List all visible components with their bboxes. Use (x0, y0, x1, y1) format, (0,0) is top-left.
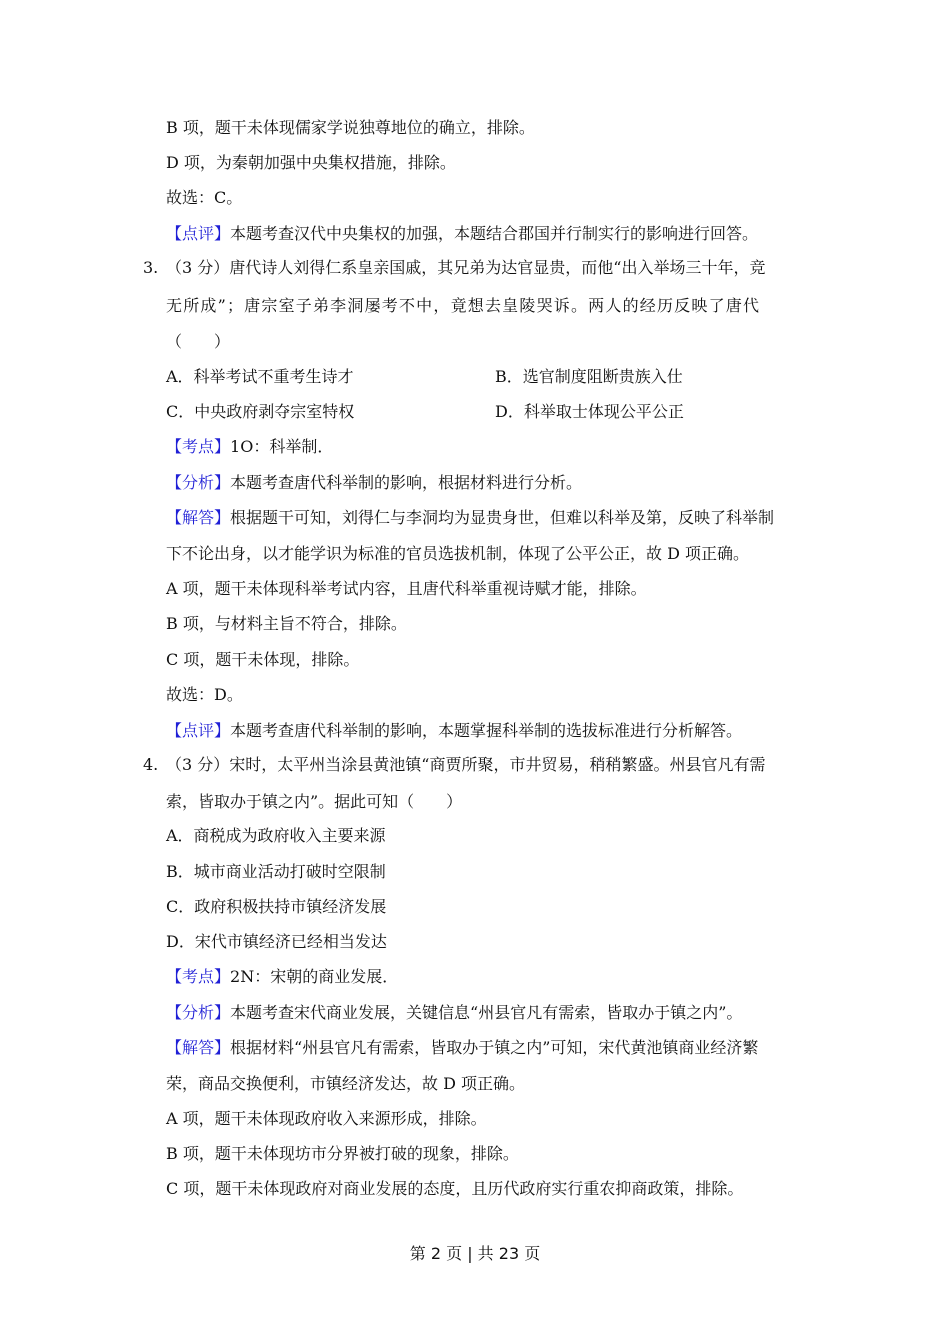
option-d: D．宋代市镇经济已经相当发达 (166, 932, 387, 951)
question-stem: 无所成”；唐宗室子弟李洞屡考不中，竟想去皇陵哭诉。两人的经历反映了唐代 (166, 296, 761, 315)
question-stem: （3 分）宋时，太平州当涂县黄池镇“商贾所聚，市井贸易，稍稍繁盛。州县官凡有需 (166, 755, 766, 774)
key-point-text: 2N：宋朝的商业发展． (230, 967, 399, 986)
analysis (166, 473, 582, 493)
question-number: 3. (143, 258, 159, 277)
analysis-tag: 【分析】 (166, 1003, 231, 1022)
key-point-tag: 【考点】 (166, 967, 231, 986)
option-c-explanation: C 项，题干未体现，排除。 (166, 650, 360, 669)
option-c: C．中央政府剥夺宗室特权 (166, 402, 355, 421)
solution-text: 根据题干可知，刘得仁与李洞均为显贵身世，但难以科举及第，反映了科举制 (230, 508, 775, 527)
option-a: A．商税成为政府收入主要来源 (166, 826, 386, 845)
option-b: B．城市商业活动打破时空限制 (166, 862, 386, 881)
option-c-explanation: C 项，题干未体现政府对商业发展的态度，且历代政府实行重农抑商政策，排除。 (166, 1179, 744, 1198)
solution-text: 下不论出身，以才能学识为标准的官员选拔机制，体现了公平公正，故 D 项正确。 (166, 544, 750, 563)
solution-text: 根据材料“州县官凡有需索，皆取办于镇之内”可知，宋代黄池镇商业经济繁 (230, 1038, 759, 1057)
question-stem: （3 分）唐代诗人刘得仁系皇亲国戚，其兄弟为达官显贵，而他“出入举场三十年，竞 (166, 258, 766, 277)
comment-tag: 【点评】 (166, 721, 231, 740)
question-stem: （ ） (166, 332, 231, 351)
option-d-explanation: D 项，为秦朝加强中央集权措施，排除。 (166, 153, 456, 172)
question-stem: 索，皆取办于镇之内”。据此可知（ ） (166, 792, 463, 811)
option-b-explanation: B 项，与材料主旨不符合，排除。 (166, 614, 407, 633)
key-point-tag: 【考点】 (166, 437, 231, 456)
question-number: 4. (143, 755, 159, 774)
option-b-explanation: B 项，题干未体现儒家学说独尊地位的确立，排除。 (166, 118, 535, 137)
comment (166, 224, 758, 244)
comment-tag: 【点评】 (166, 224, 231, 243)
solution-text: 荣，商品交换便利，市镇经济发达，故 D 项正确。 (166, 1074, 526, 1093)
analysis-tag: 【分析】 (166, 473, 231, 492)
comment-text: 本题考查唐代科举制的影响，本题掌握科举制的选拔标准进行分析解答。 (230, 721, 743, 740)
comment (166, 721, 742, 741)
analysis-text: 本题考查宋代商业发展，关键信息“州县官凡有需索，皆取办于镇之内”。 (230, 1003, 743, 1022)
solution-tag: 【解答】 (166, 508, 231, 527)
key-point-text: 1O：科举制． (230, 437, 334, 456)
comment-text: 本题考查汉代中央集权的加强，本题结合郡国并行制实行的影响进行回答。 (230, 224, 759, 243)
key-point (166, 437, 333, 457)
option-a-explanation: A 项，题干未体现科举考试内容，且唐代科举重视诗赋才能，排除。 (166, 579, 647, 598)
analysis-text: 本题考查唐代科举制的影响，根据材料进行分析。 (230, 473, 583, 492)
analysis (166, 1003, 742, 1023)
option-c: C．政府积极扶持市镇经济发展 (166, 897, 387, 916)
option-d: D．科举取士体现公平公正 (495, 402, 684, 421)
key-point (166, 967, 398, 987)
option-a: A．科举考试不重考生诗才 (166, 367, 354, 386)
solution-tag: 【解答】 (166, 1038, 231, 1057)
page-footer: 第 2 页 | 共 23 页 (409, 1244, 541, 1263)
option-b: B．选官制度阻断贵族入仕 (495, 367, 683, 386)
answer-choice: 故选：C。 (166, 188, 243, 207)
solution (166, 508, 774, 528)
solution (166, 1038, 758, 1058)
option-a-explanation: A 项，题干未体现政府收入来源形成，排除。 (166, 1109, 487, 1128)
option-b-explanation: B 项，题干未体现坊市分界被打破的现象，排除。 (166, 1144, 519, 1163)
answer-choice: 故选：D。 (166, 685, 243, 704)
